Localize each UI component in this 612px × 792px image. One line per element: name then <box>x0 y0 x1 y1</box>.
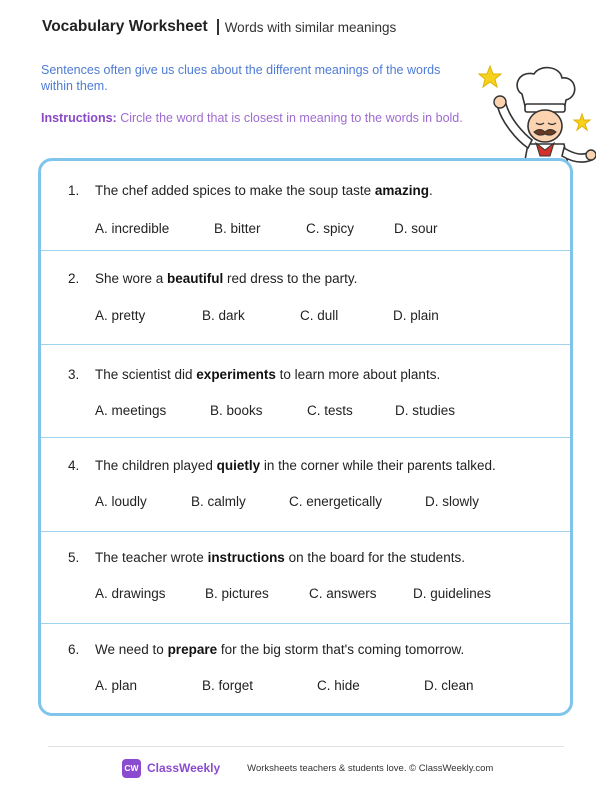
bold-word: beautiful <box>167 271 224 286</box>
question-text <box>68 271 357 286</box>
questions-panel <box>38 158 573 716</box>
option-d[interactable]: D. studies <box>395 403 456 418</box>
question-number: 2. <box>68 271 80 286</box>
question-text-before: We need to <box>95 642 168 657</box>
star-icon <box>479 66 501 87</box>
bold-word: amazing <box>374 183 429 198</box>
instructions-text: Circle the word that is closest in meaning to the words in bold. <box>120 111 463 125</box>
question-text-before: The children played <box>95 458 217 473</box>
option-b[interactable]: B. forget <box>202 678 254 693</box>
option-d[interactable]: D. plain <box>393 308 439 323</box>
footer-tagline: Worksheets teachers & students love. © ClassWeekly.com <box>247 762 494 774</box>
question-text-after: on the board for the students. <box>284 550 465 565</box>
option-d[interactable]: D. clean <box>424 678 474 693</box>
instructions-label: Instructions: <box>41 111 117 125</box>
question-text-after: red dress to the party. <box>223 271 358 286</box>
question-text <box>68 550 465 565</box>
option-c[interactable]: C. hide <box>317 678 360 693</box>
question-text-after: to learn more about plants. <box>275 367 441 382</box>
worksheet-title: Vocabulary Worksheet <box>42 18 208 35</box>
option-a[interactable]: A. plan <box>95 678 138 693</box>
option-d[interactable]: D. sour <box>394 221 438 236</box>
bold-word: instructions <box>207 550 285 565</box>
option-a[interactable]: A. drawings <box>95 586 166 601</box>
footer-divider <box>48 746 564 747</box>
question-text-after: in the corner while their parents talked. <box>260 458 496 473</box>
option-c[interactable]: C. spicy <box>306 221 355 236</box>
option-a[interactable]: A. incredible <box>95 221 170 236</box>
star-icon <box>574 114 590 130</box>
question-number: 1. <box>68 183 80 198</box>
bold-word: prepare <box>167 642 218 657</box>
classweekly-logo: CW <box>122 759 141 778</box>
question-separator <box>41 437 570 438</box>
question-number: 3. <box>68 367 80 382</box>
question-text-before: She wore a <box>95 271 168 286</box>
option-a[interactable]: A. loudly <box>95 494 147 509</box>
option-c[interactable]: C. tests <box>307 403 353 418</box>
bold-word: experiments <box>196 367 276 382</box>
option-c[interactable]: C. energetically <box>289 494 383 509</box>
question-text <box>68 458 496 473</box>
option-a[interactable]: A. meetings <box>95 403 167 418</box>
question-text-after: . <box>428 183 433 198</box>
question-text-before: The chef added spices to make the soup taste <box>95 183 375 198</box>
worksheet-header <box>42 18 396 36</box>
bold-word: quietly <box>216 458 261 473</box>
question-text <box>68 183 433 198</box>
footer <box>122 758 493 778</box>
question-text-before: The teacher wrote <box>95 550 208 565</box>
question-number: 4. <box>68 458 80 473</box>
question-number: 6. <box>68 642 80 657</box>
option-b[interactable]: B. dark <box>202 308 245 323</box>
option-c[interactable]: C. dull <box>300 308 339 323</box>
option-b[interactable]: B. pictures <box>205 586 269 601</box>
question-text <box>68 642 464 657</box>
brand-name: ClassWeekly <box>147 761 221 775</box>
question-text <box>68 367 440 382</box>
question-separator <box>41 250 570 251</box>
option-d[interactable]: D. guidelines <box>413 586 492 601</box>
instructions <box>41 111 463 125</box>
option-c[interactable]: C. answers <box>309 586 377 601</box>
option-a[interactable]: A. pretty <box>95 308 146 323</box>
worksheet-subtitle: Words with similar meanings <box>224 19 397 35</box>
option-b[interactable]: B. bitter <box>214 221 261 236</box>
option-d[interactable]: D. slowly <box>425 494 480 509</box>
question-text-after: for the big storm that's coming tomorrow. <box>217 642 465 657</box>
intro-text: Sentences often give us clues about the different meanings of the words within them. <box>41 63 441 93</box>
question-separator <box>41 531 570 532</box>
question-number: 5. <box>68 550 80 565</box>
title-divider <box>217 19 219 35</box>
option-b[interactable]: B. calmly <box>191 494 246 509</box>
question-separator <box>41 623 570 624</box>
option-b[interactable]: B. books <box>210 403 263 418</box>
question-text-before: The scientist did <box>95 367 197 382</box>
question-separator <box>41 344 570 345</box>
